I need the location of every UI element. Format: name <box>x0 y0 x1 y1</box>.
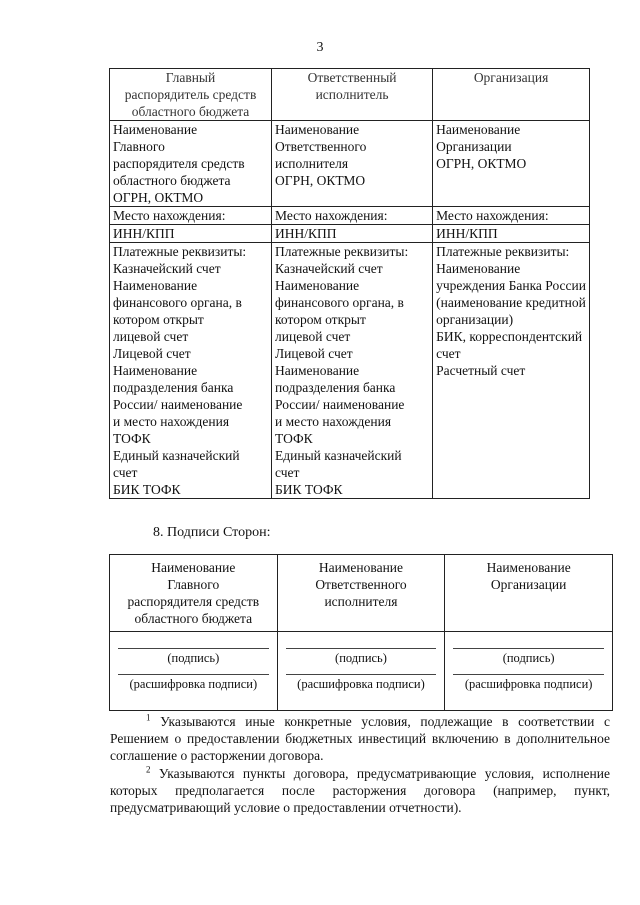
cell-text-line: Казначейский счет <box>275 261 383 276</box>
signatory-name-cell <box>277 555 445 632</box>
cell-text-line: ОГРН, ОКТМО <box>436 156 527 171</box>
cell-text-line: ТОФК <box>275 431 313 446</box>
cell-text-line: Организации <box>490 577 567 592</box>
table-row <box>110 225 590 243</box>
section-heading: 8. Подписи Сторон: <box>153 525 271 540</box>
footnote-text: Указываются иные конкретные условия, подлежащие в соответствии с Решением о предоставлении бюджетных инвестиций включению в дополнительное соглашение о расторжении договора. <box>110 714 610 763</box>
table-row <box>110 121 590 207</box>
cell-text-line: счет <box>436 346 461 361</box>
cell-text-line: России/ наименование <box>275 397 405 412</box>
cell-text-line: учреждения Банка России <box>436 278 586 293</box>
cell-text-line: России/ наименование <box>113 397 243 412</box>
signatures-row <box>110 632 613 711</box>
cell-text-line: Единый казначейский <box>113 448 240 463</box>
cell-text-line: Лицевой счет <box>113 346 191 361</box>
cell-text-line: (наименование кредитной <box>436 295 586 310</box>
cell-text-line: Наименование <box>113 122 198 137</box>
cell-text-line: распорядителя средств <box>113 156 245 171</box>
cell-text-line: Расчетный счет <box>436 363 526 378</box>
cell-text-line: Организации <box>436 139 512 154</box>
cell-text-line: подразделения банка <box>113 380 234 395</box>
cell-text-line: Лицевой счет <box>275 346 353 361</box>
cell-text-line: Ответственный <box>307 70 397 85</box>
cell-text-line: счет <box>275 465 300 480</box>
page-number: 3 <box>316 40 324 55</box>
table-cell <box>433 207 590 225</box>
cell-text-line: ИНН/КПП <box>436 226 498 241</box>
signature-block <box>277 632 445 711</box>
header-cell <box>272 69 433 121</box>
table-cell <box>110 225 272 243</box>
cell-text-line: Наименование <box>486 560 571 575</box>
footnote-text: Указываются пункты договора, предусматривающие условия, исполнение которых предполагается после расторжения договора (например, пункт, предусматривающий условие о предоставлении отчетности). <box>110 766 610 815</box>
cell-text-line: ОГРН, ОКТМО <box>275 173 366 188</box>
cell-text-line: подразделения банка <box>275 380 396 395</box>
cell-text-line: финансового органа, в <box>275 295 404 310</box>
cell-text-line: областного бюджета <box>113 173 231 188</box>
footnote-marker: 2 <box>146 764 151 775</box>
signature-decoding-label: (расшифровка подписи) <box>453 674 604 692</box>
header-cell <box>110 69 272 121</box>
cell-text-line: Место нахождения: <box>275 208 388 223</box>
table-cell <box>433 225 590 243</box>
cell-text-line: Казначейский счет <box>113 261 221 276</box>
table-row <box>110 207 590 225</box>
cell-text-line: Организация <box>473 70 549 85</box>
footnote-marker: 1 <box>146 712 151 723</box>
cell-text-line: Главный <box>165 70 216 85</box>
cell-text-line: ОГРН, ОКТМО <box>113 190 204 205</box>
cell-text-line: Место нахождения: <box>113 208 226 223</box>
signature-block <box>110 632 278 711</box>
cell-text-line: Место нахождения: <box>436 208 549 223</box>
cell-text-line: БИК ТОФК <box>275 482 343 497</box>
cell-text-line: областного бюджета <box>134 611 253 626</box>
cell-text-line: и место нахождения <box>113 414 230 429</box>
table-cell <box>110 207 272 225</box>
table-cell <box>110 121 272 207</box>
cell-text-line: Ответственного <box>275 139 367 154</box>
cell-text-line: Наименование <box>436 122 521 137</box>
cell-text-line: финансового органа, в <box>113 295 242 310</box>
cell-text-line: Главного <box>113 139 165 154</box>
cell-text-line: Наименование <box>113 363 198 378</box>
cell-text-line: лицевой счет <box>113 329 189 344</box>
header-cell <box>433 69 590 121</box>
table-cell <box>110 243 272 499</box>
cell-text-line: Наименование <box>275 122 360 137</box>
cell-text-line: Наименование <box>275 278 360 293</box>
cell-text-line: распорядитель средств <box>124 87 257 102</box>
party-details-table <box>109 68 590 499</box>
signature-decoding-label: (расшифровка подписи) <box>286 674 437 692</box>
table-cell <box>272 225 433 243</box>
table-cell <box>272 121 433 207</box>
cell-text-line: исполнителя <box>275 156 349 171</box>
cell-text-line: счет <box>113 465 138 480</box>
cell-text-line: ИНН/КПП <box>275 226 337 241</box>
cell-text-line: Платежные реквизиты: <box>436 244 570 259</box>
cell-text-line: Единый казначейский <box>275 448 402 463</box>
cell-text-line: Главного <box>167 577 220 592</box>
signatory-name-cell <box>110 555 278 632</box>
cell-text-line: Ответственного <box>315 577 407 592</box>
signature-line-label: (подпись) <box>286 648 437 666</box>
cell-text-line: Наименование <box>275 363 360 378</box>
signature-block <box>445 632 613 711</box>
cell-text-line: ИНН/КПП <box>113 226 175 241</box>
cell-text-line: исполнителя <box>324 594 398 609</box>
cell-text-line: областного бюджета <box>131 104 250 119</box>
signatures-table <box>109 554 613 711</box>
cell-text-line: котором открыт <box>113 312 204 327</box>
signature-line-label: (подпись) <box>453 648 604 666</box>
cell-text-line: организации) <box>436 312 514 327</box>
cell-text-line: БИК ТОФК <box>113 482 181 497</box>
cell-text-line: Наименование <box>436 261 521 276</box>
cell-text-line: Платежные реквизиты: <box>113 244 247 259</box>
cell-text-line: ТОФК <box>113 431 151 446</box>
cell-text-line: БИК, корреспондентский <box>436 329 583 344</box>
table-row <box>110 243 590 499</box>
table-cell <box>433 243 590 499</box>
cell-text-line: Наименование <box>318 560 404 575</box>
cell-text-line: распорядителя средств <box>127 594 260 609</box>
cell-text-line: Наименование <box>151 560 236 575</box>
table-cell <box>272 207 433 225</box>
table-cell <box>433 121 590 207</box>
cell-text-line: исполнитель <box>315 87 389 102</box>
table-header-row <box>110 69 590 121</box>
table-cell <box>272 243 433 499</box>
cell-text-line: Платежные реквизиты: <box>275 244 409 259</box>
signatory-name-cell <box>445 555 613 632</box>
cell-text-line: лицевой счет <box>275 329 351 344</box>
cell-text-line: Наименование <box>113 278 198 293</box>
signature-line-label: (подпись) <box>118 648 269 666</box>
footnote <box>110 713 610 764</box>
cell-text-line: и место нахождения <box>275 414 392 429</box>
footnote <box>110 765 610 816</box>
cell-text-line: котором открыт <box>275 312 366 327</box>
signatures-header-row <box>110 555 613 632</box>
signature-decoding-label: (расшифровка подписи) <box>118 674 269 692</box>
